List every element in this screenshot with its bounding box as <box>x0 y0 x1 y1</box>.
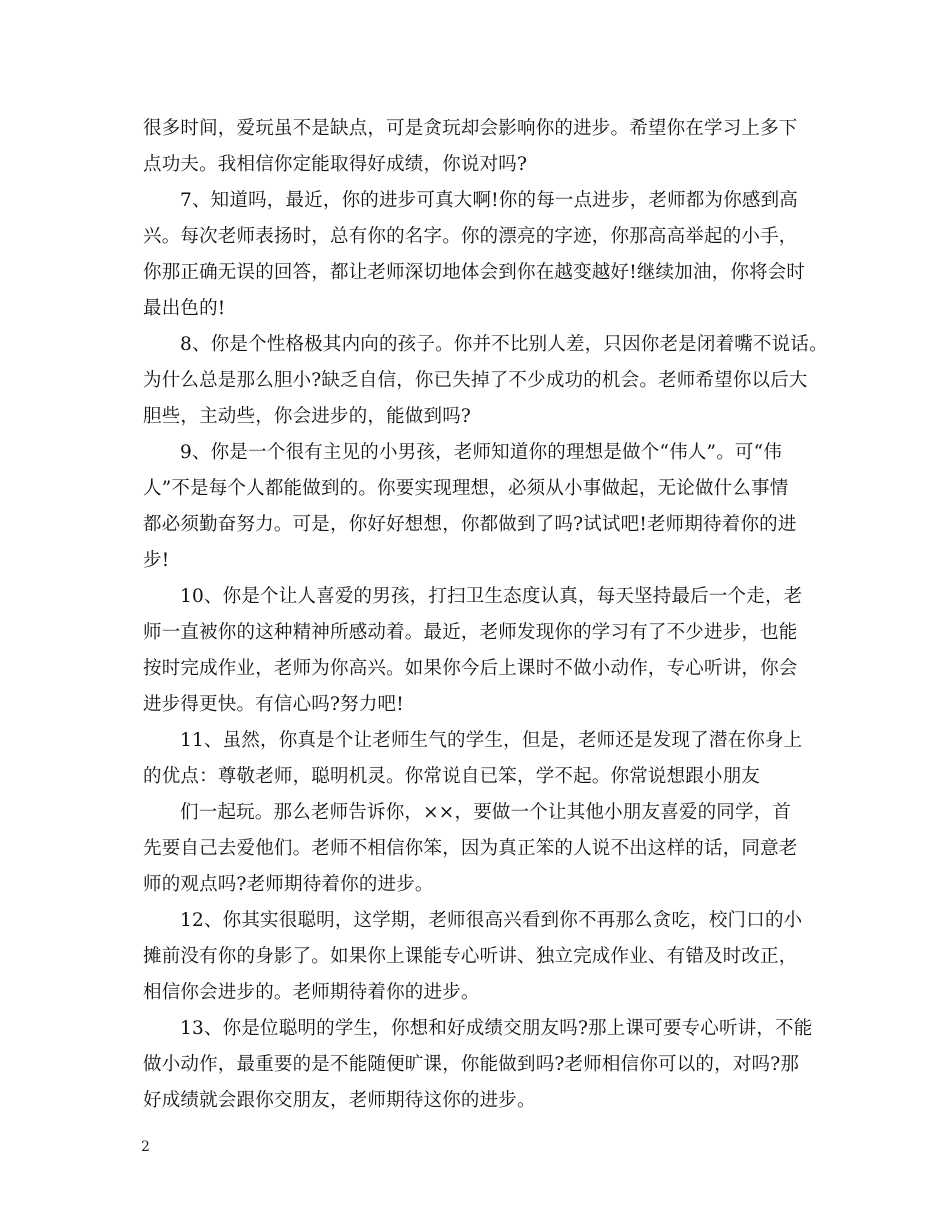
text-line: 都必须勤奋努力。可是，你好好想想，你都做到了吗?试试吧!老师期待着你的进 <box>143 514 797 535</box>
text-line: 按时完成作业，老师为你高兴。如果你今后上课时不做小动作，专心听讲，你会 <box>143 658 798 679</box>
text-line: 很多时间，爱玩虽不是缺点，可是贪玩却会影响你的进步。希望你在学习上多下 <box>143 118 798 139</box>
text-line: 人”不是每个人都能做到的。你要实现理想，必须从小事做起，无论做什么事情 <box>143 478 789 499</box>
text-line: 8、你是个性格极其内向的孩子。你并不比别人差，只因你老是闭着嘴不说话。 <box>180 334 828 355</box>
text-line: 做小动作，最重要的是不能随便旷课，你能做到吗?老师相信你可以的，对吗?那 <box>143 1054 800 1075</box>
text-line: 10、你是个让人喜爱的男孩，打扫卫生态度认真，每天坚持最后一个走，老 <box>180 586 803 607</box>
text-line: 兴。每次老师表扬时，总有你的名字。你的漂亮的字迹，你那高高举起的小手， <box>143 226 798 247</box>
text-line: 先要自己去爱他们。老师不相信你笨，因为真正笨的人说不出这样的话，同意老 <box>143 838 798 859</box>
text-line: 师一直被你的这种精神所感动着。最近，老师发现你的学习有了不少进步，也能 <box>143 622 798 643</box>
text-line: 11、虽然，你真是个让老师生气的学生，但是，老师还是发现了潜在你身上 <box>180 730 803 751</box>
text-line: 9、你是一个很有主见的小男孩，老师知道你的理想是做个“伟人”。可“伟 <box>180 442 782 463</box>
text-line: 最出色的! <box>143 298 226 319</box>
text-line: 13、你是位聪明的学生，你想和好成绩交朋友吗?那上课可要专心听讲，不能 <box>180 1018 813 1039</box>
text-line: 7、知道吗，最近，你的进步可真大啊!你的每一点进步，老师都为你感到高 <box>180 190 799 211</box>
text-line: 为什么总是那么胆小?缺乏自信，你已失掉了不少成功的机会。老师希望你以后大 <box>143 370 808 391</box>
text-line: 们一起玩。那么老师告诉你，××，要做一个让其他小朋友喜爱的同学，首 <box>180 802 792 823</box>
text-line: 进步得更快。有信心吗?努力吧! <box>143 694 404 715</box>
text-line: 点功夫。我相信你定能取得好成绩，你说对吗? <box>143 154 528 175</box>
text-line: 好成绩就会跟你交朋友，老师期待这你的进步。 <box>143 1090 536 1111</box>
text-line: 相信你会进步的。老师期待着你的进步。 <box>143 982 480 1003</box>
text-line: 胆些，主动些，你会进步的，能做到吗? <box>143 406 472 427</box>
page-number: 2 <box>141 1139 150 1155</box>
text-line: 步! <box>143 550 170 571</box>
text-line: 的优点：尊敬老师，聪明机灵。你常说自已笨，学不起。你常说想跟小朋友 <box>143 766 761 787</box>
text-line: 师的观点吗?老师期待着你的进步。 <box>143 874 434 895</box>
text-line: 摊前没有你的身影了。如果你上课能专心听讲、独立完成作业、有错及时改正， <box>143 946 798 967</box>
text-line: 12、你其实很聪明，这学期，老师很高兴看到你不再那么贪吃，校门口的小 <box>180 910 803 931</box>
text-line: 你那正确无误的回答，都让老师深切地体会到你在越变越好!继续加油，你将会时 <box>143 262 806 283</box>
